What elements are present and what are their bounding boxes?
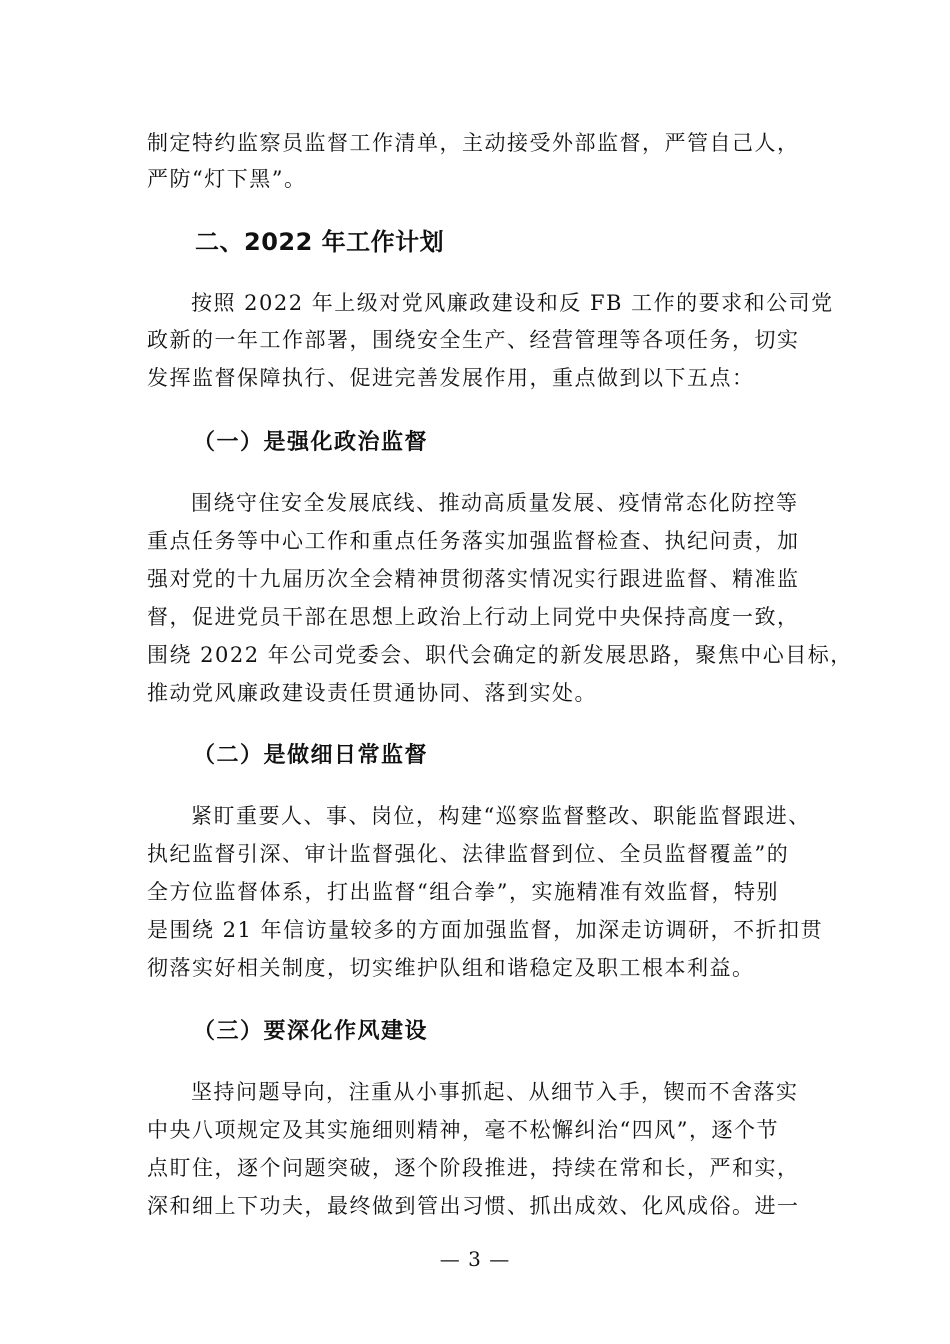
subsection-1-line-5: 围绕 2022 年公司党委会、职代会确定的新发展思路，聚焦中心目标， <box>147 643 853 667</box>
subsection-2-line-3: 全方位监督体系，打出监督“组合拳”，实施精准有效监督，特别 <box>147 880 779 904</box>
subsection-1-line-3: 强对党的十九届历次全会精神贯彻落实情况实行跟进监督、精准监 <box>147 567 800 591</box>
subsection-1-line-6: 推动党风廉政建设责任贯通协同、落到实处。 <box>147 681 597 705</box>
subsection-1-line-2: 重点任务等中心工作和重点任务落实加强监督检查、执纪问责，加 <box>147 529 800 553</box>
subsection-3-line-1: 坚持问题导向，注重从小事抓起、从细节入手，锲而不舍落实 <box>191 1080 799 1104</box>
subsection-3-line-4: 深和细上下功夫，最终做到管出习惯、抓出成效、化风成俗。进一 <box>147 1194 800 1218</box>
subsection-2-line-5: 彻落实好相关制度，切实维护队组和谐稳定及职工根本利益。 <box>147 956 755 980</box>
section-intro-line-2: 政新的一年工作部署，围绕安全生产、经营管理等各项任务，切实 <box>147 328 800 352</box>
subsection-3-line-2: 中央八项规定及其实施细则精神，毫不松懈纠治“四风”，逐个节 <box>147 1118 779 1142</box>
section-intro-line-1: 按照 2022 年上级对党风廉政建设和反 FB 工作的要求和公司党 <box>191 291 834 315</box>
intro-line-1: 制定特约监察员监督工作清单，主动接受外部监督，严管自己人， <box>147 131 800 155</box>
subsection-1-line-4: 督，促进党员干部在思想上政治上行动上同党中央保持高度一致， <box>147 605 800 629</box>
subsection-2-line-1: 紧盯重要人、事、岗位，构建“巡察监督整改、职能监督跟进、 <box>191 804 811 828</box>
subsection-heading-1: （一）是强化政治监督 <box>193 430 429 455</box>
page-number: — 3 — <box>439 1247 511 1271</box>
intro-line-2: 严防“灯下黑”。 <box>147 167 307 191</box>
subsection-heading-3: （三）要深化作风建设 <box>193 1019 429 1044</box>
subsection-1-line-1: 围绕守住安全发展底线、推动高质量发展、疫情常态化防控等 <box>191 491 799 515</box>
subsection-2-line-4: 是围绕 21 年信访量较多的方面加强监督，加深走访调研，不折扣贯 <box>147 918 824 942</box>
section-intro-line-3: 发挥监督保障执行、促进完善发展作用，重点做到以下五点： <box>147 366 755 390</box>
section-heading: 二、2022 年工作计划 <box>195 228 445 256</box>
subsection-3-line-3: 点盯住，逐个问题突破，逐个阶段推进，持续在常和长，严和实， <box>147 1156 800 1180</box>
subsection-heading-2: （二）是做细日常监督 <box>193 743 429 768</box>
subsection-2-line-2: 执纪监督引深、审计监督强化、法律监督到位、全员监督覆盖”的 <box>147 842 790 866</box>
